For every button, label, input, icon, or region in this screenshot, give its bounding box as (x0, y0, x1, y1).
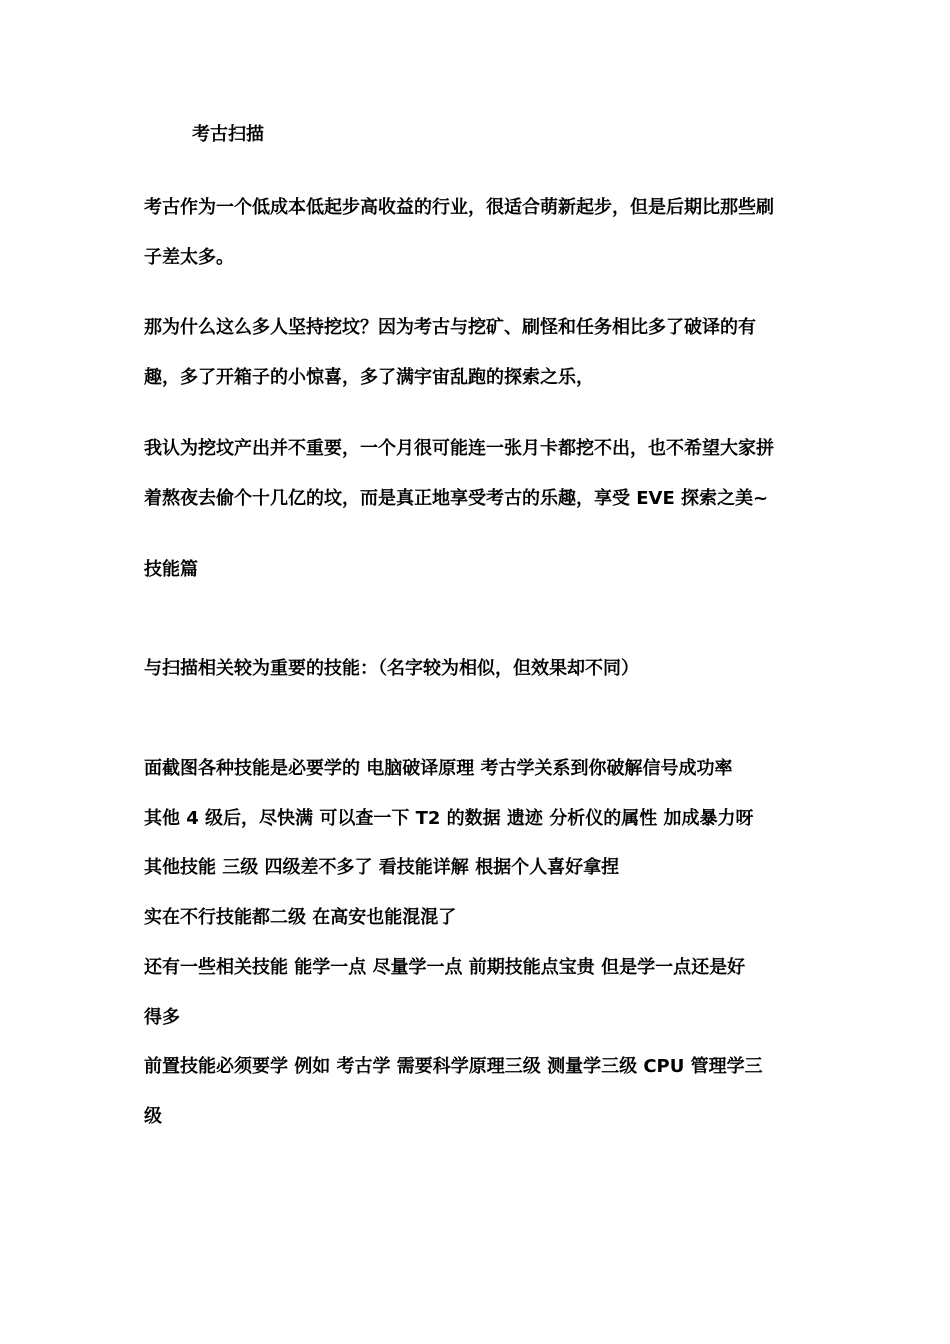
paragraph-line: 还有一些相关技能 能学一点 尽量学一点 前期技能点宝贵 但是学一点还是好 (144, 957, 746, 978)
paragraph-line: 子差太多。 (144, 247, 234, 268)
paragraph-line: 面截图各种技能是必要学的 电脑破译原理 考古学关系到你破解信号成功率 (144, 758, 733, 779)
paragraph-line: 我认为挖坟产出并不重要，一个月很可能连一张月卡都挖不出，也不希望大家拼 (144, 438, 774, 459)
paragraph-line: 前置技能必须要学 例如 考古学 需要科学原理三级 测量学三级 CPU 管理学三 (144, 1056, 763, 1077)
paragraph-line: 趣，多了开箱子的小惊喜，多了满宇宙乱跑的探索之乐， (144, 367, 594, 388)
paragraph-line: 其他 4 级后，尽快满 可以查一下 T2 的数据 遗迹 分析仪的属性 加成暴力呀 (144, 808, 754, 829)
paragraph-line: 实在不行技能都二级 在高安也能混混了 (144, 907, 457, 928)
section-heading: 技能篇 (144, 559, 198, 580)
page-title: 考古扫描 (192, 124, 264, 145)
paragraph-line: 其他技能 三级 四级差不多了 看技能详解 根据个人喜好拿捏 (144, 857, 620, 878)
paragraph-line: 级 (144, 1106, 162, 1127)
paragraph-line: 得多 (144, 1007, 180, 1028)
paragraph-line: 那为什么这么多人坚持挖坟？因为考古与挖矿、刷怪和任务相比多了破译的有 (144, 317, 756, 338)
paragraph-line: 着熬夜去偷个十几亿的坟，而是真正地享受考古的乐趣，享受 EVE 探索之美~ (144, 488, 769, 509)
paragraph-line: 与扫描相关较为重要的技能：（名字较为相似，但效果却不同） (144, 658, 639, 679)
paragraph-line: 考古作为一个低成本低起步高收益的行业，很适合萌新起步，但是后期比那些刷 (144, 197, 774, 218)
